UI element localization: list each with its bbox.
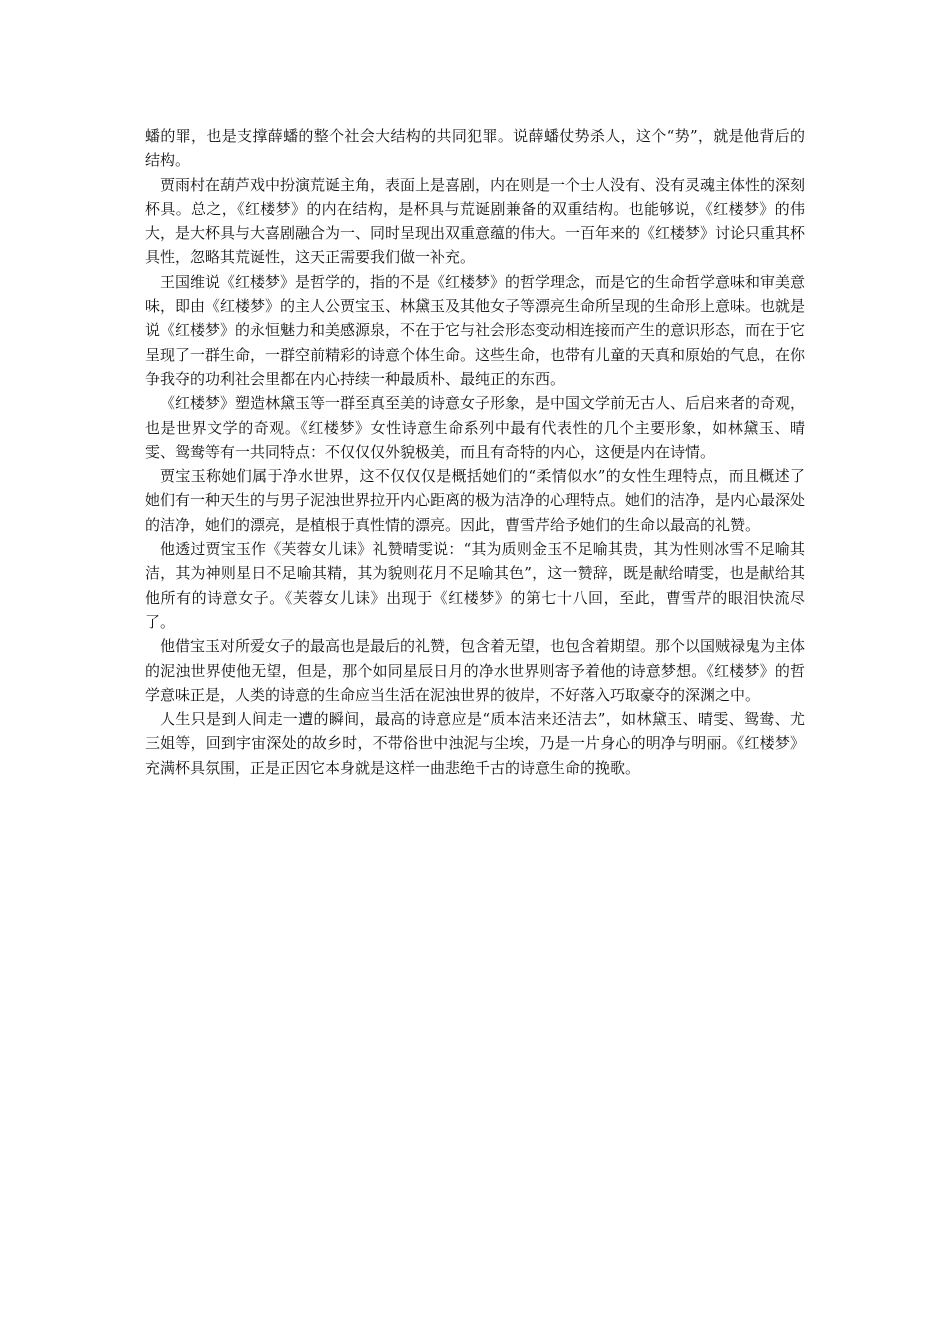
paragraph-1: 蟠的罪，也是支撑薛蟠的整个社会大结构的共同犯罪。说薛蟠仗势杀人，这个“势”，就是他背后的结构。 [145, 127, 805, 170]
document-page [145, 124, 805, 780]
paragraph-6: 他透过贾宝玉作《芙蓉女儿诔》礼赞晴雯说：“其为质则金玉不足喻其贵，其为性则冰雪不足喻其洁，其为神则星日不足喻其精，其为貌则花月不足喻其色”，这一赞辞，既是献给晴雯，也是献给其他所有的诗意女子。《芙蓉女儿诔》出现于《红楼梦》的第七十八回，至此，曹雪芹的眼泪快流尽了。 [145, 540, 805, 631]
paragraph-4: 《红楼梦》塑造林黛玉等一群至真至美的诗意女子形象，是中国文学前无古人、后启来者的奇观，也是世界文学的奇观。《红楼梦》女性诗意生命系列中最有代表性的几个主要形象，如林黛玉、晴雯、鸳鸯等有一共同特点：不仅仅仅外貌极美，而且有奇特的内心，这便是内在诗情。 [145, 394, 806, 461]
paragraph-5: 贾宝玉称她们属于净水世界，这不仅仅仅是概括她们的“柔情似水”的女性生理特点，而且概述了她们有一种天生的与男子泥浊世界拉开内心距离的极为洁净的心理特点。她们的洁净，是内心最深处的洁净，她们的漂亮，是植根于真性情的漂亮。因此，曹雪芹给予她们的生命以最高的礼赞。 [145, 467, 806, 534]
paragraph-7: 他借宝玉对所爱女子的最高也是最后的礼赞，包含着无望，也包含着期望。那个以国贼禄鬼为主体的泥浊世界使他无望，但是，那个如同星辰日月的净水世界则寄予着他的诗意梦想。《红楼梦》的哲学意味正是，人类的诗意的生命应当生活在泥浊世界的彼岸，不好落入巧取豪夺的深渊之中。 [145, 637, 806, 704]
paragraph-8: 人生只是到人间走一遭的瞬间，最高的诗意应是“质本洁来还洁去”，如林黛玉、晴雯、鸳鸯、尤三姐等，回到宇宙深处的故乡时，不带俗世中浊泥与尘埃，乃是一片身心的明净与明丽。《红楼梦》充满杯具氛围，正是正因它本身就是这样一曲悲绝千古的诗意生命的挽歌。 [145, 710, 805, 777]
paragraph-3: 王国维说《红楼梦》是哲学的，指的不是《红楼梦》的哲学理念，而是它的生命哲学意味和审美意味，即由《红楼梦》的主人公贾宝玉、林黛玉及其他女子等漂亮生命所呈现的生命形上意味。也就是说《红楼梦》的永恒魅力和美感源泉，不在于它与社会形态变动相连接而产生的意识形态，而在于它呈现了一群生命，一群空前精彩的诗意个体生命。这些生命，也带有儿童的天真和原始的气息，在你争我夺的功利社会里都在内心持续一种最质朴、最纯正的东西。 [145, 272, 806, 388]
paragraph-2: 贾雨村在葫芦戏中扮演荒诞主角，表面上是喜剧，内在则是一个士人没有、没有灵魂主体性的深刻杯具。总之，《红楼梦》的内在结构，是杯具与荒诞剧兼备的双重结构。也能够说，《红楼梦》的伟大，是大杯具与大喜剧融合为一、同时呈现出双重意蕴的伟大。一百年来的《红楼梦》讨论只重其杯具性，忽略其荒诞性，这天正需要我们做一补充。 [145, 175, 806, 267]
